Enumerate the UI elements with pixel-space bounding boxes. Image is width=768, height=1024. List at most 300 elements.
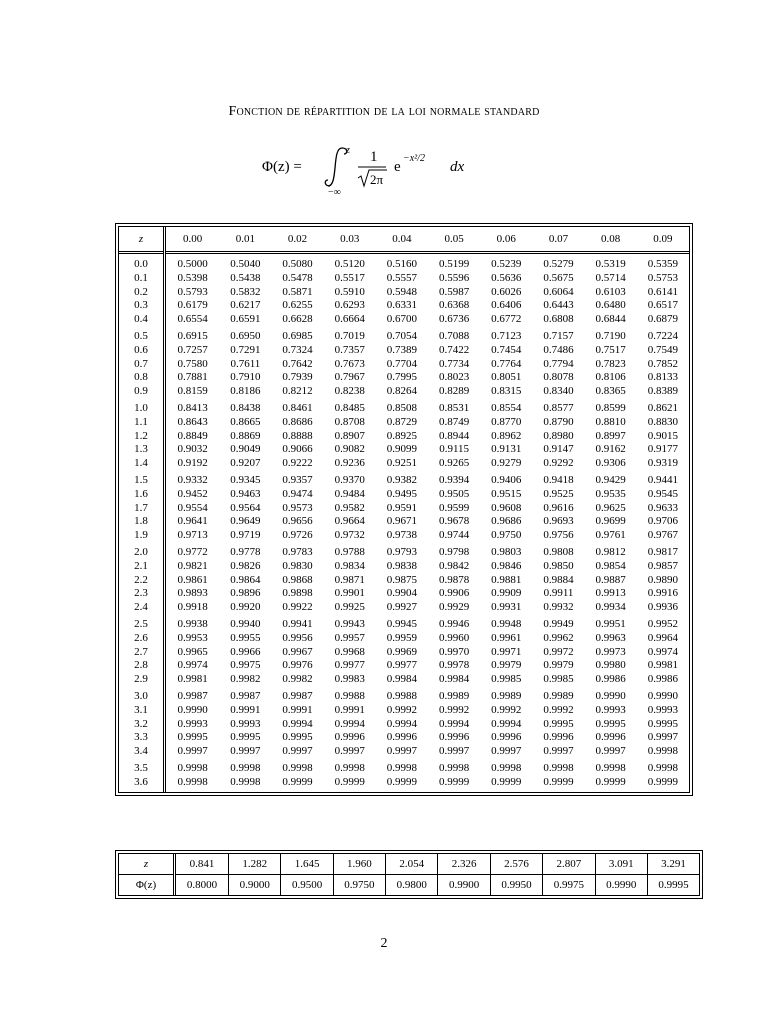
probability-cell: 0.8289 [438,385,470,398]
probability-cell: 0.9582 [334,501,365,514]
probability-cell: 0.9980 [595,659,626,672]
probability-cell: 0.5319 [595,258,626,270]
probability-cell: 0.9977 [386,659,418,672]
exp-base: e [394,159,401,175]
probability-cell: 0.9997 [230,745,261,758]
probability-cell: 0.9884 [543,573,574,586]
quantile-phi-cell: 0.9950 [490,875,542,896]
probability-cell: 0.9812 [595,545,626,558]
probability-cell: 0.9998 [177,761,208,774]
probability-cell: 0.9997 [177,745,208,758]
quantile-phi-cell: 0.9750 [333,875,385,896]
probability-cell: 0.9846 [491,559,522,572]
probability-cell: 0.5398 [177,271,208,284]
probability-cell: 0.9633 [647,501,678,514]
probability-cell: 0.9999 [386,775,418,788]
probability-cell: 0.9988 [386,689,418,702]
probability-cell: 0.6915 [177,329,208,342]
probability-cell: 0.9998 [230,761,261,774]
probability-cell: 0.9997 [334,745,365,758]
probability-cell: 0.8133 [647,371,678,384]
probability-cell: 0.7190 [595,329,626,342]
probability-cell: 0.8051 [491,371,522,384]
probability-cell: 0.9131 [491,443,522,456]
probability-cell: 0.9599 [438,501,470,514]
table-row [119,502,689,516]
probability-cell: 0.9988 [334,689,365,702]
z-value-cell: 1.7 [119,502,165,516]
probability-cell: 0.9394 [438,473,470,486]
z-value-cell: 2.1 [119,560,165,574]
probability-cell: 0.9994 [334,717,365,730]
probability-cell: 0.9564 [230,501,261,514]
probability-cell: 0.9066 [282,443,313,456]
table-row [119,632,689,646]
probability-cell: 0.9857 [647,559,678,572]
table-row [119,457,689,471]
probability-cell: 0.5832 [230,285,261,298]
probability-cell: 0.9525 [543,487,574,500]
probability-cell: 0.9998 [386,761,418,774]
probability-cell: 0.8621 [647,401,678,414]
table-row [119,385,689,399]
probability-cell: 0.9998 [491,761,522,774]
probability-cell: 0.9686 [491,515,522,528]
probability-cell: 0.9964 [647,631,678,644]
formula-graphic [254,140,514,196]
table-row [119,286,689,300]
probability-cell: 0.9441 [647,473,678,486]
probability-cell: 0.9463 [230,487,261,500]
table-row [119,615,689,632]
probability-cell: 0.9989 [543,689,574,702]
probability-cell: 0.9306 [595,457,626,470]
probability-cell: 0.7486 [543,343,574,356]
probability-cell: 0.9945 [386,617,418,630]
z-value-cell: 2.6 [119,632,165,646]
probability-cell: 0.9959 [386,631,418,644]
probability-cell: 0.8485 [334,401,365,414]
z-value-cell: 1.4 [119,457,165,471]
probability-cell: 0.9957 [334,631,365,644]
table-row [119,673,689,687]
probability-cell: 0.8997 [595,429,626,442]
z-value-cell: 3.1 [119,704,165,718]
probability-cell: 0.9934 [595,601,626,614]
probability-cell: 0.6517 [647,299,678,312]
probability-cell: 0.9999 [438,775,470,788]
table-row [119,704,689,718]
probability-cell: 0.9826 [230,559,261,572]
z-value-cell: 1.9 [119,529,165,543]
probability-cell: 0.9854 [595,559,626,572]
probability-cell: 0.9994 [386,717,418,730]
probability-cell: 0.6443 [543,299,574,312]
probability-cell: 0.7422 [438,343,470,356]
probability-cell: 0.9535 [595,487,626,500]
probability-cell: 0.5871 [282,285,313,298]
probability-cell: 0.9998 [595,761,626,774]
quantile-z-cell: 2.807 [543,854,595,875]
formula-lhs: Φ(z) = [262,159,302,175]
z-value-cell: 1.5 [119,471,165,488]
probability-cell: 0.6664 [334,313,365,326]
probability-cell: 0.6141 [647,285,678,298]
probability-cell: 0.6103 [595,285,626,298]
table-row [119,371,689,385]
probability-cell: 0.6879 [647,313,678,326]
z-value-cell: 2.3 [119,587,165,601]
probability-cell: 0.9732 [334,529,365,542]
probability-cell: 0.9656 [282,515,313,528]
probability-cell: 0.9990 [647,689,678,702]
probability-cell: 0.9979 [543,659,574,672]
probability-cell: 0.8554 [491,401,522,414]
probability-cell: 0.9981 [647,659,678,672]
probability-cell: 0.9625 [595,501,626,514]
probability-cell: 0.6772 [491,313,522,326]
probability-cell: 0.7611 [230,357,261,370]
table-row [119,399,689,416]
column-header: 0.09 [653,233,673,245]
probability-cell: 0.9991 [334,703,365,716]
column-header: 0.08 [601,233,621,245]
probability-cell: 0.9916 [647,587,678,600]
probability-cell: 0.9999 [491,775,522,788]
table-row [119,587,689,601]
quantile-z-cell: 2.326 [438,854,490,875]
probability-cell: 0.9995 [282,731,313,744]
table-row [119,430,689,444]
probability-cell: 0.8577 [543,401,574,414]
probability-cell: 0.6255 [282,299,313,312]
probability-cell: 0.9999 [543,775,574,788]
probability-cell: 0.9706 [647,515,678,528]
probability-cell: 0.9834 [334,559,365,572]
quantile-z-cell: 0.841 [189,858,215,870]
quantile-phi-cell: 0.9800 [386,875,438,896]
probability-cell: 0.8264 [386,385,418,398]
table-row [119,529,689,543]
probability-cell: 0.9996 [543,731,574,744]
probability-cell: 0.9798 [438,545,470,558]
probability-cell: 0.6808 [543,313,574,326]
probability-cell: 0.9979 [491,659,522,672]
probability-cell: 0.7852 [647,357,678,370]
probability-cell: 0.9015 [647,429,678,442]
probability-cell: 0.9998 [543,761,574,774]
probability-cell: 0.9963 [595,631,626,644]
quantile-phi-row [119,875,699,896]
probability-cell: 0.7088 [438,329,470,342]
probability-cell: 0.9292 [543,457,574,470]
probability-cell: 0.9986 [647,673,678,686]
probability-cell: 0.7764 [491,357,522,370]
probability-cell: 0.9864 [230,573,261,586]
probability-cell: 0.9991 [282,703,313,716]
probability-cell: 0.9982 [230,673,261,686]
table-row [119,601,689,615]
probability-cell: 0.9649 [230,515,261,528]
probability-cell: 0.9992 [386,703,418,716]
probability-cell: 0.5080 [282,258,313,270]
probability-cell: 0.7357 [334,343,365,356]
probability-cell: 0.9974 [647,645,678,658]
probability-cell: 0.8790 [543,415,574,428]
probability-cell: 0.9803 [491,545,522,558]
probability-cell: 0.8340 [543,385,574,398]
probability-cell: 0.9099 [386,443,418,456]
probability-cell: 0.9515 [491,487,522,500]
probability-cell: 0.5040 [230,258,261,270]
probability-cell: 0.7157 [543,329,574,342]
probability-cell: 0.9890 [647,573,678,586]
probability-cell: 0.9418 [543,473,574,486]
probability-cell: 0.9793 [386,545,418,558]
probability-cell: 0.9996 [386,731,418,744]
probability-cell: 0.9744 [438,529,470,542]
probability-cell: 0.5596 [438,271,470,284]
cdf-formula [0,140,768,196]
probability-cell: 0.9994 [282,717,313,730]
z-value-cell: 1.1 [119,416,165,430]
probability-cell: 0.6628 [282,313,313,326]
probability-cell: 0.7019 [334,329,365,342]
probability-cell: 0.9767 [647,529,678,542]
table-row [119,515,689,529]
probability-cell: 0.9207 [230,457,261,470]
probability-cell: 0.9986 [595,673,626,686]
table-row [119,687,689,704]
quantile-z-cell: 3.091 [595,854,647,875]
probability-cell: 0.8531 [438,401,470,414]
probability-cell: 0.9981 [177,673,208,686]
probability-cell: 0.9966 [230,645,261,658]
z-value-cell: 3.6 [119,776,165,793]
probability-cell: 0.8925 [386,429,418,442]
exp-exponent: −x²/2 [403,153,425,164]
probability-cell: 0.9236 [334,457,365,470]
probability-cell: 0.6844 [595,313,626,326]
probability-cell: 0.6331 [386,299,418,312]
probability-cell: 0.9922 [282,601,313,614]
probability-cell: 0.9761 [595,529,626,542]
probability-cell: 0.9887 [595,573,626,586]
probability-cell: 0.5910 [334,285,365,298]
probability-cell: 0.9861 [177,573,208,586]
z-value-cell: 1.3 [119,443,165,457]
probability-cell: 0.8749 [438,415,470,428]
probability-cell: 0.9989 [438,689,470,702]
probability-cell: 0.7054 [386,329,418,342]
probability-cell: 0.9842 [438,559,470,572]
z-value-cell: 2.9 [119,673,165,687]
column-header: 0.06 [496,233,516,245]
header-row [119,227,689,253]
probability-cell: 0.9995 [177,731,208,744]
probability-cell: 0.9699 [595,515,626,528]
z-value-cell: 3.2 [119,718,165,732]
probability-cell: 0.9972 [543,645,574,658]
z-value-cell: 0.4 [119,313,165,327]
probability-cell: 0.9997 [438,745,470,758]
probability-cell: 0.9693 [543,515,574,528]
probability-cell: 0.8729 [386,415,418,428]
probability-cell: 0.9943 [334,617,365,630]
probability-cell: 0.9941 [282,617,313,630]
probability-cell: 0.8962 [491,429,522,442]
probability-cell: 0.7454 [491,343,522,356]
probability-cell: 0.5478 [282,271,313,284]
probability-cell: 0.9995 [595,717,626,730]
column-header: 0.05 [444,233,464,245]
probability-cell: 0.9946 [438,617,470,630]
probability-cell: 0.8849 [177,429,208,442]
probability-cell: 0.9997 [647,731,678,744]
probability-cell: 0.9970 [438,645,470,658]
probability-cell: 0.9452 [177,487,208,500]
probability-cell: 0.9925 [334,601,365,614]
z-value-cell: 3.5 [119,759,165,776]
probability-cell: 0.8599 [595,401,626,414]
probability-cell: 0.7794 [543,357,574,370]
probability-cell: 0.6480 [595,299,626,312]
probability-cell: 0.9998 [230,775,261,788]
column-header: 0.01 [235,233,255,245]
formula-differential: dx [450,159,465,175]
probability-cell: 0.9999 [334,775,365,788]
probability-cell: 0.9996 [595,731,626,744]
probability-cell: 0.8686 [282,415,313,428]
probability-cell: 0.8944 [438,429,470,442]
probability-cell: 0.8643 [177,415,208,428]
probability-cell: 0.7324 [282,343,313,356]
probability-cell: 0.9998 [647,745,678,758]
integral-lower-bound: −∞ [328,187,341,196]
z-value-cell: 2.4 [119,601,165,615]
probability-cell: 0.9545 [647,487,678,500]
probability-cell: 0.9608 [491,501,522,514]
probability-cell: 0.9997 [386,745,418,758]
probability-cell: 0.9871 [334,573,365,586]
probability-cell: 0.9989 [491,689,522,702]
probability-cell: 0.9940 [230,617,261,630]
probability-cell: 0.9713 [177,529,208,542]
probability-cell: 0.9951 [595,617,626,630]
probability-cell: 0.9265 [438,457,470,470]
probability-cell: 0.9929 [438,601,470,614]
probability-cell: 0.8508 [386,401,418,414]
z-value-cell: 0.1 [119,272,165,286]
probability-cell: 0.9996 [438,731,470,744]
probability-cell: 0.9987 [177,689,208,702]
probability-cell: 0.9906 [438,587,470,600]
z-value-cell: 3.0 [119,687,165,704]
cdf-table-body [119,253,689,793]
z-value-cell: 1.8 [119,515,165,529]
probability-cell: 0.9995 [647,717,678,730]
probability-cell: 0.8078 [543,371,574,384]
probability-cell: 0.9985 [491,673,522,686]
z-value-cell: 2.7 [119,646,165,660]
probability-cell: 0.9474 [282,487,313,500]
probability-cell: 0.7910 [230,371,261,384]
probability-cell: 0.9993 [647,703,678,716]
probability-cell: 0.9997 [282,745,313,758]
table-row [119,471,689,488]
probability-cell: 0.9177 [647,443,678,456]
probability-cell: 0.7881 [177,371,208,384]
probability-cell: 0.8389 [647,385,678,398]
quantile-phi-cell: 0.9900 [438,875,490,896]
probability-cell: 0.7995 [386,371,418,384]
quantile-z-cell: 2.054 [386,854,438,875]
probability-cell: 0.9817 [647,545,678,558]
probability-cell: 0.8888 [282,429,313,442]
probability-cell: 0.9968 [334,645,365,658]
probability-cell: 0.6700 [386,313,418,326]
probability-cell: 0.9032 [177,443,208,456]
table-row [119,659,689,673]
z-value-cell: 1.2 [119,430,165,444]
quantile-phi-label: Φ(z) [119,875,175,896]
probability-cell: 0.9948 [491,617,522,630]
table-row [119,416,689,430]
probability-cell: 0.9961 [491,631,522,644]
probability-cell: 0.9949 [543,617,574,630]
probability-cell: 0.9999 [282,775,313,788]
probability-cell: 0.9901 [334,587,365,600]
probability-cell: 0.9904 [386,587,418,600]
probability-cell: 0.8770 [491,415,522,428]
table-row [119,646,689,660]
probability-cell: 0.9664 [334,515,365,528]
probability-cell: 0.9974 [177,659,208,672]
probability-cell: 0.9996 [491,731,522,744]
probability-cell: 0.9955 [230,631,261,644]
z-value-cell: 0.0 [119,253,165,272]
probability-cell: 0.9616 [543,501,574,514]
probability-cell: 0.9936 [647,601,678,614]
probability-cell: 0.9985 [543,673,574,686]
probability-cell: 0.8413 [177,401,208,414]
probability-cell: 0.7580 [177,357,208,370]
probability-cell: 0.8810 [595,415,626,428]
probability-cell: 0.8365 [595,385,626,398]
probability-cell: 0.9896 [230,587,261,600]
table-row [119,745,689,759]
probability-cell: 0.9406 [491,473,522,486]
probability-cell: 0.7939 [282,371,313,384]
z-value-cell: 3.4 [119,745,165,759]
probability-cell: 0.9952 [647,617,678,630]
probability-cell: 0.5557 [386,271,418,284]
probability-cell: 0.7673 [334,357,365,370]
table-row [119,299,689,313]
probability-cell: 0.8665 [230,415,261,428]
table-row [119,327,689,344]
z-value-cell: 2.5 [119,615,165,632]
probability-cell: 0.9962 [543,631,574,644]
probability-cell: 0.6217 [230,299,261,312]
probability-cell: 0.9987 [230,689,261,702]
column-header: 0.03 [340,233,360,245]
quantile-table-frame [115,850,703,899]
table-row [119,488,689,502]
table-row [119,344,689,358]
probability-cell: 0.6179 [177,299,208,312]
probability-cell: 0.7642 [282,357,313,370]
